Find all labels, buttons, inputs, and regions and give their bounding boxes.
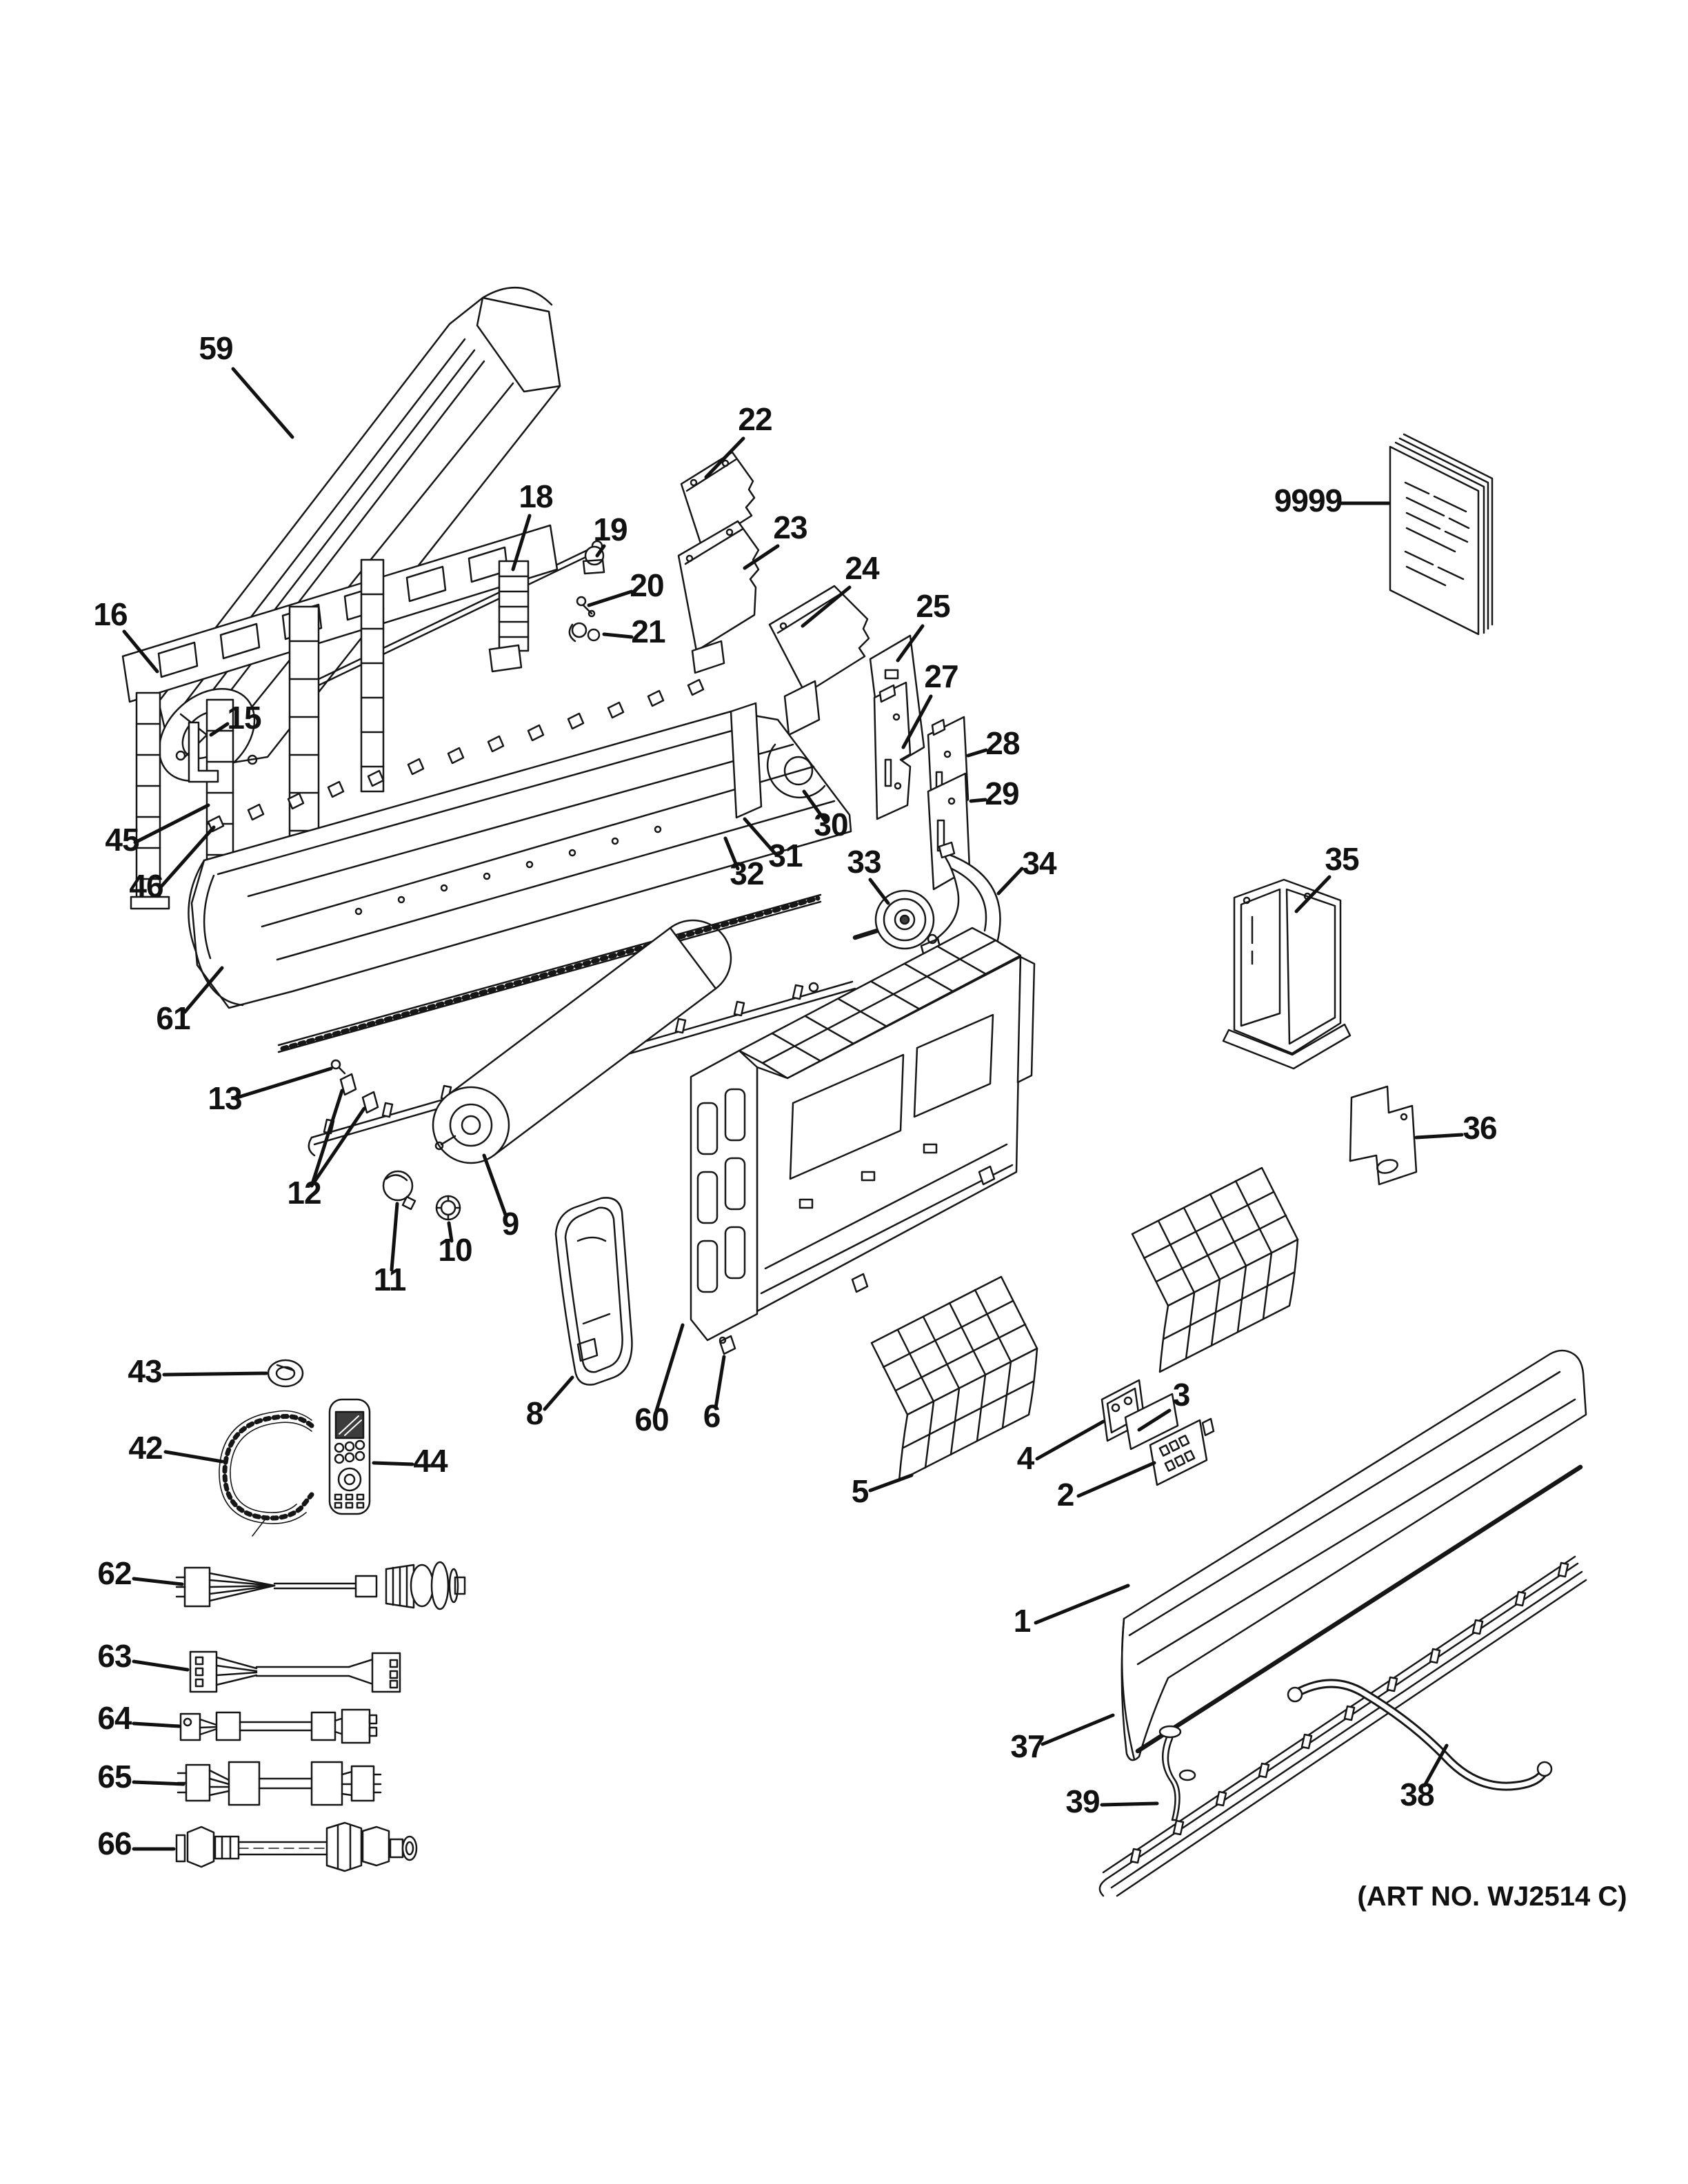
callout-39: 39	[1065, 1783, 1100, 1819]
callout-19: 19	[593, 512, 627, 547]
part-44-remote-control	[330, 1399, 370, 1514]
callout-37: 37	[1010, 1728, 1045, 1764]
callout-34: 34	[1022, 845, 1056, 881]
leader-63	[134, 1661, 188, 1670]
part-24-control-box	[770, 586, 869, 735]
callout-28: 28	[985, 725, 1020, 761]
callout-35: 35	[1325, 841, 1359, 877]
part-13-clip	[332, 1060, 345, 1073]
leader-5	[870, 1475, 912, 1490]
part-9-crossflow-fan	[433, 920, 731, 1163]
callout-42: 42	[128, 1430, 163, 1466]
leader-21	[604, 634, 632, 637]
callout-29: 29	[985, 776, 1019, 811]
part-66-pipe-assembly	[177, 1823, 416, 1871]
leader-28	[968, 750, 986, 756]
leader-11	[392, 1204, 397, 1270]
callout-45: 45	[105, 822, 139, 858]
leader-39	[1102, 1803, 1157, 1805]
callout-38: 38	[1400, 1777, 1434, 1812]
callout-59: 59	[199, 330, 233, 366]
callout-16: 16	[93, 596, 128, 632]
callout-6: 6	[703, 1398, 721, 1434]
callout-60: 60	[634, 1402, 669, 1437]
callout-21: 21	[631, 614, 665, 649]
callout-63: 63	[97, 1638, 132, 1674]
callout-9: 9	[501, 1206, 519, 1242]
part-65-harness	[178, 1762, 381, 1805]
callout-22: 22	[738, 401, 772, 437]
part-11-cap	[383, 1171, 415, 1209]
callout-64: 64	[97, 1700, 132, 1736]
leader-20	[589, 592, 632, 605]
part-6-clip	[720, 1336, 735, 1354]
part-27-bracket-plate	[874, 682, 910, 819]
callout-15: 15	[227, 700, 261, 736]
leader-33	[870, 880, 888, 903]
part-23-control-box	[679, 521, 758, 673]
callout-65: 65	[97, 1759, 132, 1794]
callout-10: 10	[438, 1232, 472, 1268]
part-63-harness	[190, 1652, 400, 1692]
leader-13	[237, 1069, 331, 1098]
plate-rail-4	[361, 560, 383, 791]
callout-30: 30	[814, 807, 848, 842]
leader-8	[545, 1377, 572, 1409]
part-38-drain-hose	[1288, 1684, 1551, 1786]
callout-23: 23	[773, 509, 807, 545]
callout-66: 66	[97, 1826, 132, 1861]
callout-3: 3	[1172, 1377, 1190, 1413]
callout-32: 32	[730, 856, 764, 891]
callout-31: 31	[768, 838, 803, 873]
leader-59	[233, 369, 292, 437]
leader-60	[656, 1325, 683, 1410]
leader-42	[165, 1452, 222, 1462]
part-1-front-panel	[1122, 1351, 1586, 1760]
callout-18: 18	[519, 478, 553, 514]
callout-11: 11	[373, 1262, 406, 1297]
leader-1	[1036, 1586, 1128, 1623]
callout-5: 5	[851, 1473, 869, 1509]
part-8-side-panel	[556, 1197, 632, 1384]
callout-8: 8	[525, 1395, 543, 1431]
art-number: (ART NO. WJ2514 C)	[1357, 1881, 1627, 1912]
callout-46: 46	[129, 868, 163, 904]
leader-64	[134, 1723, 179, 1726]
part-36-plate	[1350, 1086, 1416, 1184]
leader-37	[1043, 1715, 1113, 1744]
callout-36: 36	[1463, 1110, 1497, 1146]
callout-9999: 9999	[1274, 483, 1343, 518]
leader-34	[998, 869, 1022, 893]
part-35-electrical-box	[1223, 880, 1350, 1069]
leader-62	[134, 1579, 182, 1584]
leader-4	[1037, 1422, 1103, 1459]
leader-44	[374, 1463, 412, 1464]
leader-29	[971, 800, 985, 801]
part-10-bearing	[436, 1196, 460, 1220]
part-21-clip	[570, 623, 599, 641]
callout-4: 4	[1016, 1440, 1034, 1476]
part-20-pin	[577, 597, 594, 616]
part-64-harness	[181, 1710, 376, 1743]
callout-27: 27	[924, 658, 958, 694]
callout-1: 1	[1013, 1603, 1031, 1639]
callout-12: 12	[287, 1175, 321, 1211]
part-42-spiral-wrap	[219, 1411, 312, 1537]
leader-43	[164, 1373, 266, 1375]
callout-24: 24	[845, 550, 879, 586]
leader-65	[134, 1782, 183, 1784]
callout-25: 25	[916, 588, 950, 624]
callout-33: 33	[847, 844, 881, 880]
leader-36	[1416, 1135, 1462, 1138]
callout-62: 62	[97, 1555, 132, 1591]
callout-13: 13	[208, 1080, 242, 1116]
part-12-brackets	[341, 1074, 378, 1113]
part-62-harness	[177, 1562, 465, 1609]
callout-44: 44	[413, 1443, 448, 1479]
callout-20: 20	[630, 567, 664, 603]
callout-2: 2	[1056, 1477, 1074, 1513]
part-39-drain-strip	[1160, 1726, 1195, 1820]
callout-61: 61	[156, 1000, 190, 1036]
part-43-grommet	[268, 1360, 303, 1386]
part-9999-manual	[1390, 434, 1492, 634]
callout-43: 43	[128, 1353, 162, 1389]
leader-2	[1078, 1463, 1154, 1496]
